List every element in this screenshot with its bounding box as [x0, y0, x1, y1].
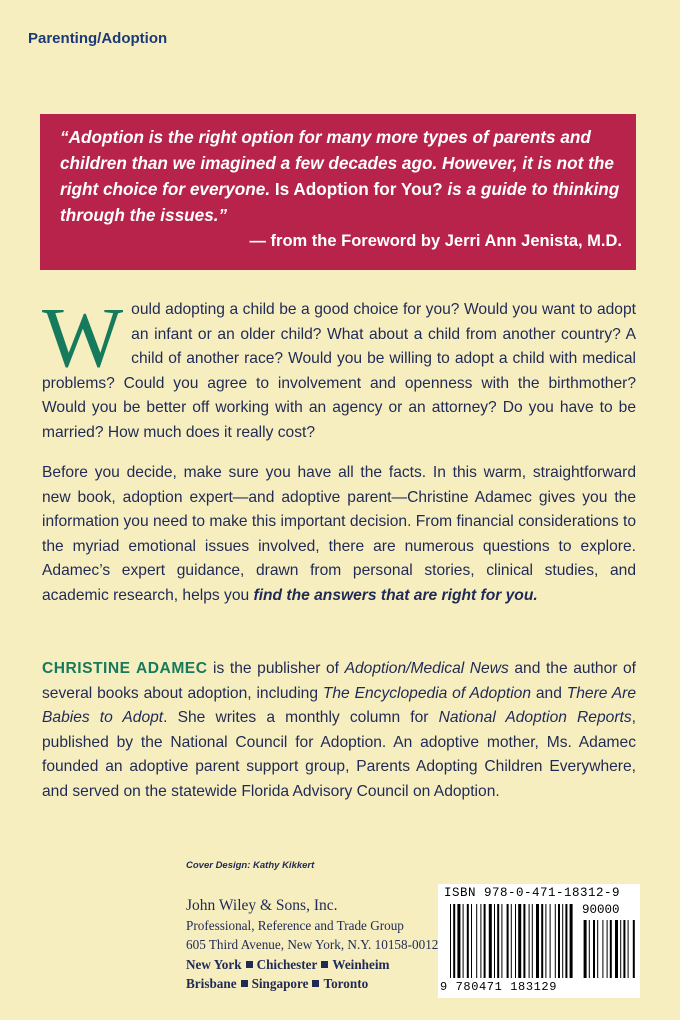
- city: Weinheim: [332, 956, 390, 972]
- publisher-group: Professional, Reference and Trade Group: [186, 917, 404, 933]
- city: New York: [186, 956, 242, 972]
- city: Chichester: [256, 956, 318, 972]
- publisher-block: [186, 896, 438, 994]
- city: Toronto: [323, 976, 369, 992]
- publisher-cities-row: [186, 955, 438, 975]
- quote-attribution: — from the Foreword by Jerri Ann Jenista, M.D.: [249, 232, 622, 250]
- ean-digits: 9 780471 183129: [440, 980, 558, 994]
- bio-title-italic: National Adoption Reports: [438, 709, 632, 726]
- quote-text-part: is a guide to thinking through the issues.”: [60, 179, 620, 225]
- bio-text: and the author of several books about adoption, including: [42, 660, 637, 702]
- city: Brisbane: [186, 976, 237, 992]
- quote-book-title: Is Adoption for You?: [274, 179, 443, 199]
- drop-cap: W: [42, 289, 124, 385]
- cover-design-credit: Cover Design: Kathy Kikkert: [186, 860, 315, 871]
- square-bullet-icon: [312, 980, 319, 987]
- square-bullet-icon: [321, 961, 328, 968]
- description-emphasis: find the answers that are right for you.: [253, 586, 538, 604]
- intro-paragraph: [42, 289, 636, 445]
- bio-text: . She writes a monthly column for: [163, 709, 439, 726]
- intro-paragraph-text: ould adopting a child be a good choice for you? Would you want to adopt an infant or an older child? What about a child from another country? A child of another race? Would you be willing to adopt a child with medical problems? Could you agree to involvement and openness with the birthmother? Would you be better off working with an agency or an attorney? Do you have to be married? How much does it really cost?: [42, 301, 636, 441]
- bio-text: , published by the National Council for Adoption. An adoptive mother, Ms. Adamec founded an adoptive parent support group, Parents Adopting Children Everywhere, and served on the statewide Florida Advisory Council on Adoption.: [42, 709, 636, 800]
- publisher-address: 605 Third Avenue, New York, N.Y. 10158-0012: [186, 937, 439, 953]
- square-bullet-icon: [241, 980, 248, 987]
- bio-text: is the publisher of: [207, 660, 345, 677]
- author-bio: [42, 657, 636, 804]
- bio-title-italic: The Encyclopedia of Adoption: [322, 684, 532, 702]
- barcode-box: [438, 884, 640, 998]
- author-name: CHRISTINE ADAMEC: [42, 660, 208, 677]
- square-bullet-icon: [246, 961, 253, 968]
- bio-title-italic: Adoption/Medical News: [344, 660, 509, 677]
- bio-text: and: [531, 684, 567, 702]
- category-label: Parenting/Adoption: [28, 30, 168, 47]
- isbn-label: ISBN 978-0-471-18312-9: [444, 886, 621, 900]
- city: Singapore: [251, 976, 309, 992]
- quote-text-part: “Adoption is the right option for many more types of parents and children than we imagined a few decades ago. However, it is not the right choice for everyone.: [60, 127, 614, 199]
- description-paragraph: [42, 461, 636, 608]
- price-code: 90000: [582, 903, 620, 917]
- bio-title-italic: There Are Babies to Adopt: [42, 684, 637, 726]
- description-text: Before you decide, make sure you have all the facts. In this warm, straightforward new book, adoption expert—and adoptive parent—Christine Adamec gives you the information you need to make this important decision. From financial considerations to the myriad emotional issues involved, there are numerous questions to explore. Adamec’s expert guidance, drawn from personal stories, clinical studies, and academic research, helps you: [42, 464, 636, 604]
- publisher-name: John Wiley & Sons, Inc.: [186, 897, 338, 914]
- publisher-cities-row: [186, 974, 438, 994]
- foreword-quote: [60, 124, 622, 228]
- foreword-quote-box: [40, 114, 636, 270]
